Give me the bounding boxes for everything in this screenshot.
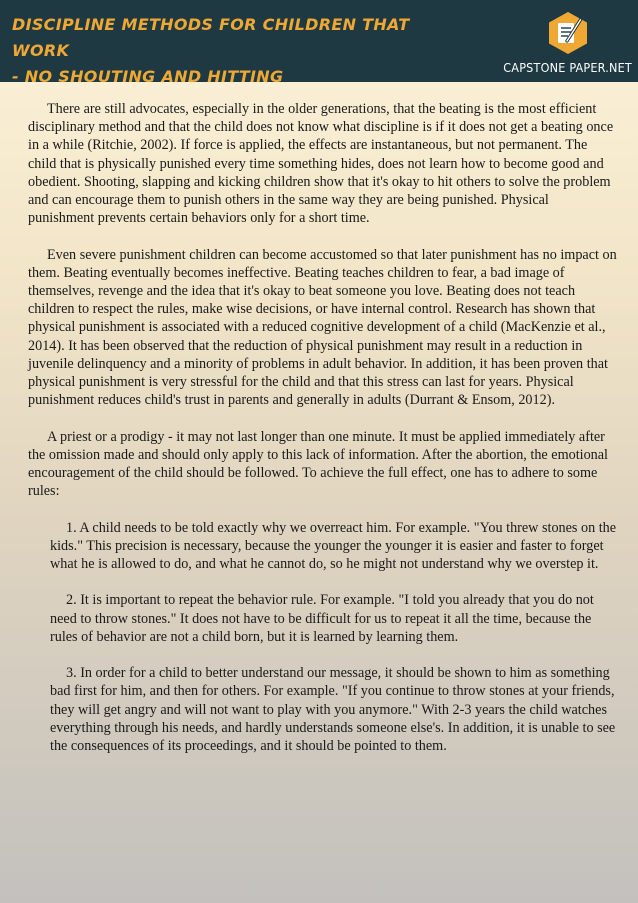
rule-item-3: 3. In order for a child to better understand our message, it should be shown to him as something bad first for him, and then for others. For example. "If you continue to throw stones at your friends, they will get angry and will not want to play with you anymore." With 2-3 years the child watches everything through his needs, and hardly understands someone else's. In addition, it is unable to see the consequences of its proceedings, and it should be pointed to them.	[50, 665, 616, 755]
rules-list	[28, 519, 618, 756]
page-header	[0, 0, 638, 86]
paragraph-beating-advocates: There are still advocates, especially in the older generations, that the beating is the most efficient disciplinary method and that the child does not know what discipline is if it does not get a beating once in a while (Ritchie, 2002). If force is applied, the effects are instantaneous, but not permanent. The child that is physically punished every time something hides, does not learn how to become good and obedient. Shooting, slapping and kicking children show that it's okay to hit others to solve the problem and can encourage them to punish others in the same way they are being punished. Physical punishment prevents certain behaviors only for a short time.	[28, 101, 614, 227]
brand-name[interactable]: CAPSTONE PAPER.NET	[503, 60, 632, 75]
hexagon-pen-icon[interactable]	[545, 10, 591, 56]
rule-item-1: 1. A child needs to be told exactly why we overreact him. For example. "You threw stones on the kids." This precision is necessary, because the younger the younger it is easier and faster to forget what he is allowed to do, and what he cannot do, so he might not understand why we overstep it.	[50, 519, 617, 573]
paragraph-rules-intro: A priest or a prodigy - it may not last longer than one minute. It must be applied immediately after the omission made and should only apply to this lack of information. After the abortion, the emotional encouragement of the child should be followed. To achieve the full effect, one has to adhere to some rules:	[28, 428, 609, 500]
page-title	[12, 12, 442, 90]
page-title-line-1: DISCIPLINE METHODS FOR CHILDREN THAT WORK	[12, 15, 410, 60]
article-body	[28, 100, 618, 773]
paragraph-punishment-effects: Even severe punishment children can become accustomed so that later punishment has no impact on them. Beating eventually becomes ineffective. Beating teaches children to fear, a bad image of themselves, revenge and the idea that it's okay to beat someone you love. Beating does not teach children to respect the rules, make wise decisions, or have internal control. Research has shown that physical punishment is associated with a reduced cognitive development of a child (MacKenzie et al., 2014). It has been observed that the reduction of physical punishment may result in a reduction in juvenile delinquency and a minority of problems in adult behavior. In addition, it has been proven that physical punishment is very stressful for the child and that this stress can last for years. Physical punishment reduces child's trust in parents and generally in adults (Durrant & Ensom, 2012).	[28, 246, 617, 409]
rule-item-2: 2. It is important to repeat the behavior rule. For example. "I told you already that you do not need to throw stones." It does not have to be difficult for us to repeat it all the time, because the rules of behavior are not a child born, but it is learned by learning them.	[50, 592, 594, 645]
page-title-line-2: - NO SHOUTING AND HITTING	[12, 67, 284, 86]
